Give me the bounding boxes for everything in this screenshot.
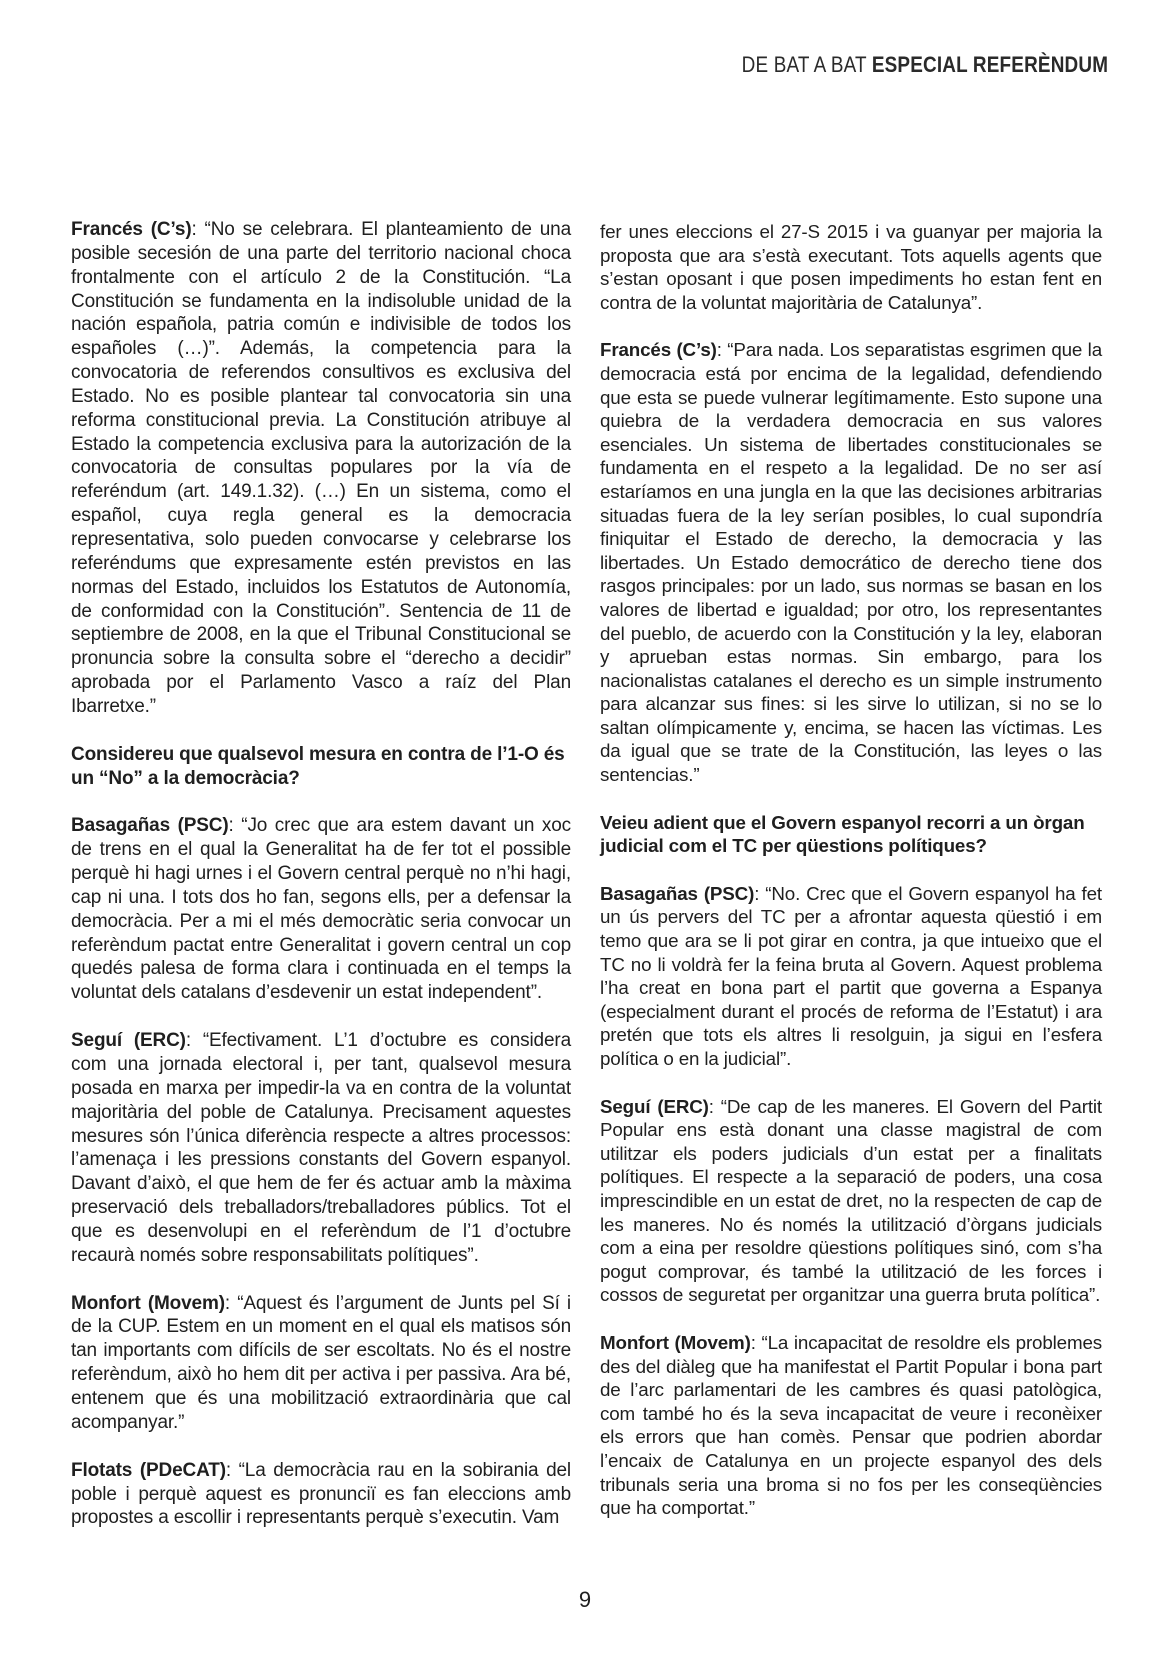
answer-paragraph [71,814,571,1005]
answer-text: : “Aquest és l’argument de Junts pel Sí i de la CUP. Estem en un moment en el qual els matisos són tan importants com difícils de ser escoltats. No és el nostre referèndum, això ho hem dit per activa i per passiva. Ara bé, entenem que és una mobilització extraordinària que cal acompanyar.” [71,1292,571,1433]
answer-paragraph [600,882,1102,1071]
right-column [600,220,1102,1544]
header-title: ESPECIAL REFERÈNDUM [871,52,1108,77]
answer-text: : “No. Crec que el Govern espanyol ha fet un ús pervers del TC per a afrontar aquesta qüestió i em temo que ara se li pot girar en contra, ja que intueixo que el TC no li voldrà fer la feina bruta al Govern. Aquest problema l’ha creat en bona part el partit que governa a Espanya (especialment durant el procés de reforma de l’Estatut) i ara pretén que tots els altres li resolguin, ja sigui en l’esfera política o en la judicial”. [600,882,1102,1069]
answer-text: : “No se celebrara. El planteamiento de una posible secesión de una parte del territorio nacional choca frontalmente con el artículo 2 de la Constitución. “La Constitución se fundamenta en la indisoluble unidad de la nación española, patria común e indivisible de todos los españoles (…)”. Además, la competencia para la convocatoria de referendos consultivos es exclusiva del Estado. No es posible plantear tal convocatoria sin una reforma constitucional previa. La Constitución atribuye al Estado la competencia exclusiva para la autorización de la convocatoria de consultas populares por la vía de referéndum (art. 149.1.32). (…) En un sistema, como el español, cuya regla general es la democracia representativa, solo pueden convocarse y celebrarse los referéndums que expresamente estén previstos en las normas del Estado, incluidos los Estatutos de Autonomía, de conformidad con la Constitución”. Sentencia de 11 de septiembre de 2008, en la que el Tribunal Constitucional se pronuncia sobre la consulta sobre el “derecho a decidir” aprobada por el Parlamento Vasco a raíz del Plan Ibarretxe.” [71,219,571,717]
answer-continuation: fer unes eleccions el 27-S 2015 i va guanyar per majoria la proposta que ara s’està executant. Tots aquells agents que s’estan oposant i que posen impediments ho estan fent en contra de la voluntat majoritària de Catalunya”. [600,221,1102,313]
speaker-name: Francés (C’s) [71,219,192,240]
speaker-name: Francés (C’s) [600,339,717,361]
speaker-name: Basagañas (PSC) [71,815,229,837]
page-number: 9 [578,1587,592,1612]
speaker-name: Basagañas (PSC) [600,882,755,904]
answer-text: : “Para nada. Los separatistas esgrimen que la democracia está por encima de la legalidad, defendiendo que esta se puede vulnerar legítimamente. Esto supone una quiebra de la verdadera democracia en sus valores esenciales. Un sistema de libertades constitucionales se fundamenta en el respeto a la legalidad. De no ser así estaríamos en una jungla en la que las decisiones arbitrarias situadas fuera de la ley serían posibles, lo cual supondría finiquitar el Estado de derecho, la democracia y las libertades. Un Estado democrático de derecho tiene dos rasgos principales: por un lado, sus normas se basan en los valores de libertad e igualdad; por otro, los representantes del pueblo, de acuerdo con la Constitución y la ley, elaboran y aprueban estas normas. Sin embargo, para los nacionalistas catalanes el derecho es un simple instrumento para alcanzar sus fines: si les sirve lo utilizan, si no se lo saltan olímpicamente y, encima, se hacen las víctimas. Les da igual que se trate de la Constitución, las leyes o las sentencias.” [600,339,1102,786]
left-column [71,218,571,1554]
answer-paragraph [600,1095,1102,1307]
answer-paragraph [71,1459,571,1531]
answer-paragraph [71,1292,571,1435]
speaker-name: Flotats (PDeCAT) [71,1459,226,1481]
answer-text: : “La democràcia rau en la sobirania del poble i perquè aquest es pronunciï es fan eleccions amb propostes a escollir i representants perquè s’executin. Vam [71,1459,571,1529]
answer-text: : “De cap de les maneres. El Govern del Partit Popular ens està donant una classe magistral de com utilitzar els poders judicials d’un estat per a finalitats polítiques. El respecte a la separació de poders, una cosa imprescindible en un estat de dret, no la respecten de cap de les maneres. No és només la utilització d’òrgans judicials com a eina per resoldre qüestions polítiques sinó, com s’ha pogut comprovar, és també la utilització de les forces i cossos de seguretat per organitzar una guerra bruta política”. [600,1095,1102,1306]
header-section: DE BAT A BAT [741,52,867,77]
answer-paragraph [600,1331,1102,1520]
answer-paragraph [600,338,1102,786]
speaker-name: Seguí (ERC) [600,1095,709,1117]
speaker-name: Monfort (Movem) [600,1331,751,1353]
answer-paragraph [71,218,571,719]
answer-text: : “La incapacitat de resoldre els problemes des del diàleg que ha manifestat el Partit Popular i bona part de l’arc parlamentari de les cambres és quasi patològica, com també ho és la seva incapacitat de veure i reconèixer els errors que han comès. Pensar que podrien abordar l’encaix de Catalunya en un projecte espanyol des dels tribunals seria una broma si no fos per les conseqüències que ha comportat.” [600,1331,1102,1519]
answer-text: : “Jo crec que ara estem davant un xoc de trens en el qual la Generalitat ha de fer tot el possible perquè hi hagi urnes i el Govern central perquè no n’hi hagi, cap ni una. I tots dos ho fan, segons ells, per a defensar la democràcia. Per a mi el més democràtic seria convocar un referèndum pactat entre Generalitat i govern central un cop quedés palesa de forma clara i continuada en el temps la voluntat dels catalans d’esdevenir un estat independent”. [71,815,571,1004]
speaker-name: Seguí (ERC) [71,1030,186,1052]
question-heading: Veieu adient que el Govern espanyol recorri a un òrgan judicial com el TC per qüestions polítiques? [600,811,1085,857]
answer-paragraph [71,1029,571,1267]
question-heading: Considereu que qualsevol mesura en contra de l’1-O és un “No” a la democràcia? [71,743,565,789]
page-header [742,52,1108,78]
answer-text: : “Efectivament. L’1 d’octubre es considera com una jornada electoral i, per tant, qualsevol mesura posada en marxa per impedir-la va en contra de la voluntat majoritària del poble de Catalunya. Precisament aquestes mesures són l’única diferència respecte a altres processos: l’amenaça i les pressions constants del Govern espanyol. Davant d’això, el que hem de fer és actuar amb la màxima preservació dels treballadors/treballadores públics. Tot el que es desenvolupi en el referèndum de l’1 d’octubre recaurà només sobre responsabilitats polítiques”. [71,1030,571,1266]
speaker-name: Monfort (Movem) [71,1292,225,1314]
